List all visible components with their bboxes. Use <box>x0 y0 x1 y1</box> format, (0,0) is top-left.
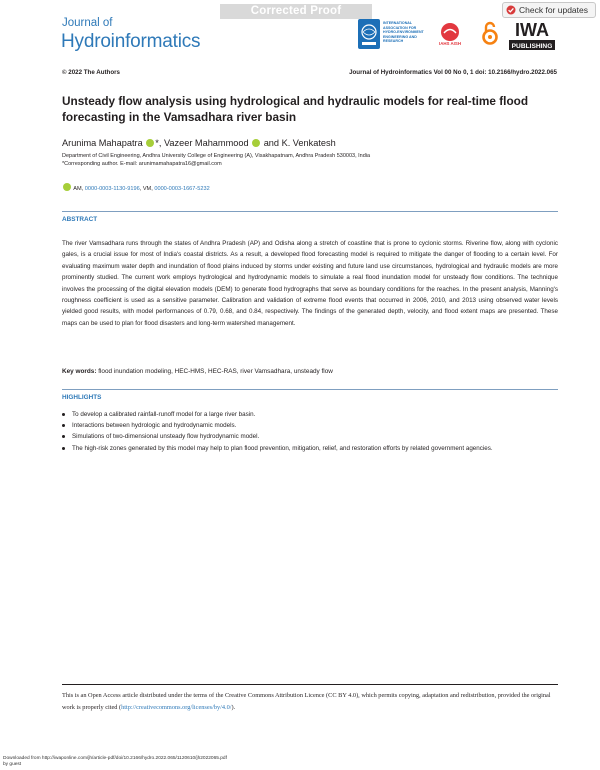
download-notice <box>3 756 227 768</box>
iahr-logo-text: INTERNATIONAL ASSOCIATION FOR HYDRO-ENVIRONMENT ENGINEERING AND RESEARCH <box>383 21 424 44</box>
orcid-vm-label: , VM, <box>139 186 153 192</box>
check-for-updates-button[interactable] <box>502 2 596 18</box>
author-list <box>62 138 336 148</box>
highlights-divider <box>62 389 558 390</box>
footer-divider <box>62 684 558 685</box>
orcid-am-label: AM, <box>73 186 84 192</box>
highlight-item: Interactions between hydrologic and hydrodynamic models. <box>62 420 558 431</box>
iahs-logo-icon <box>438 22 462 46</box>
highlights-list <box>62 409 558 454</box>
download-url: Downloaded from http://iwaponline.com/jh/article-pdf/doi/10.2166/hydro.2022.065/1120610/jh2022065.pdf <box>3 756 227 761</box>
author-2: Vazeer Mahammood <box>163 138 249 148</box>
license-text: This is an Open Access article distributed under the terms of the Creative Commons Attribution Licence (CC BY 4.0), which permits copying, adaptation and redistribution, provided the original work is properly cited (http://creativecommons.org/licenses/by/4.0/). <box>62 692 551 711</box>
author-1-suffix: *, <box>155 138 162 148</box>
iahr-logo-icon <box>358 19 380 49</box>
article-title: Unsteady flow analysis using hydrological and hydraulic models for real-time flood forecasting in the Vamsadhara river basin <box>62 94 529 124</box>
iwa-publishing-logo <box>507 18 557 52</box>
journal-name-line1: Journal of <box>62 17 113 29</box>
orcid-ids <box>62 183 210 192</box>
author-2-suffix: and K. Venkatesh <box>263 138 336 148</box>
abstract-text: The river Vamsadhara runs through the states of Andhra Pradesh (AP) and Odisha along a stretch of coastline that is prone to cyclonic storms. Riverine flow, along with cyclonic gales, is a crucial issue for most of India's coastal districts. As a result, a developed flood forecasting model is required to mitigate the danger of flooding to a certain level. For evaluating maximum water depth and inundation of flood plains induced by storms under existing and future land use circumstances, hydrological and hydraulic models are more prominently studied. The current work employs hydrological and hydrodynamic models to simulate a real flood inundation model for unsteady flow conditions. The technique involves the processing of the digital elevation models (DEM) to generate flood hydrographs that serve as boundary conditions for the reaches. In the present analysis, Manning's roughness coefficient is used as a sensitive parameter. Calibration and validation of extreme flood events that occurred in 2006, 2010, and 2013 using observed water levels yielded good results, with model performances of 0.79, 0.68, and 0.84, respectively. The findings of the generated depth, velocity, and flood extent maps are presented. These maps can be used to plan for flood disasters and long-term watershed management. <box>62 240 558 327</box>
abstract-heading: ABSTRACT <box>62 216 98 223</box>
highlight-item: To develop a calibrated rainfall-runoff model for a large river basin. <box>62 409 558 420</box>
orcid-vm-link[interactable]: 0000-0003-1667-5232 <box>154 186 210 192</box>
orcid-icon[interactable] <box>146 139 154 147</box>
citation-line: Journal of Hydroinformatics Vol 00 No 0, 1 doi: 10.2166/hydro.2022.065 <box>349 69 557 76</box>
bullet-icon <box>62 424 65 427</box>
iahs-logo-text: IAHS AISH <box>438 41 462 46</box>
open-access-icon <box>482 20 498 46</box>
highlight-item: Simulations of two-dimensional unsteady flow hydrodynamic model. <box>62 431 558 442</box>
orcid-icon <box>63 183 71 191</box>
keywords-line <box>62 368 333 375</box>
bullet-icon <box>62 413 65 416</box>
license-link[interactable]: http://creativecommons.org/licenses/by/4.0/ <box>121 703 232 711</box>
orcid-am-link[interactable]: 0000-0003-1130-9196 <box>84 186 140 192</box>
check-updates-label: Check for updates <box>519 5 588 15</box>
check-updates-icon <box>506 5 516 15</box>
download-by: by guest <box>3 762 22 767</box>
affiliation-block <box>62 152 562 168</box>
highlights-heading: HIGHLIGHTS <box>62 394 102 401</box>
corresponding-author: *Corresponding author. E-mail: arunimamahapatra16@gmail.com <box>62 161 222 167</box>
bullet-icon <box>62 435 65 438</box>
author-1: Arunima Mahapatra <box>62 138 143 148</box>
keywords-text: flood inundation modeling, HEC-HMS, HEC-RAS, river Vamsadhara, unsteady flow <box>98 368 333 375</box>
copyright-line: © 2022 The Authors <box>62 69 120 76</box>
iwa-publishing-text: PUBLISHING <box>511 43 553 50</box>
iwa-logo-text: IWA <box>515 20 549 40</box>
corrected-proof-banner: Corrected Proof <box>220 4 372 19</box>
orcid-icon[interactable] <box>252 139 260 147</box>
affiliation: Department of Civil Engineering, Andhra University College of Engineering (A), Visakhapatnam, Andhra Pradesh 530003, India <box>62 153 371 159</box>
highlight-item: The high-risk zones generated by this model may help to plan flood prevention, mitigation, relief, and restoration efforts by related government agencies. <box>62 443 558 454</box>
bullet-icon <box>62 447 65 450</box>
abstract-divider <box>62 211 558 212</box>
keywords-label: Key words: <box>62 368 97 375</box>
journal-name-line2: Hydroinformatics <box>61 31 201 52</box>
